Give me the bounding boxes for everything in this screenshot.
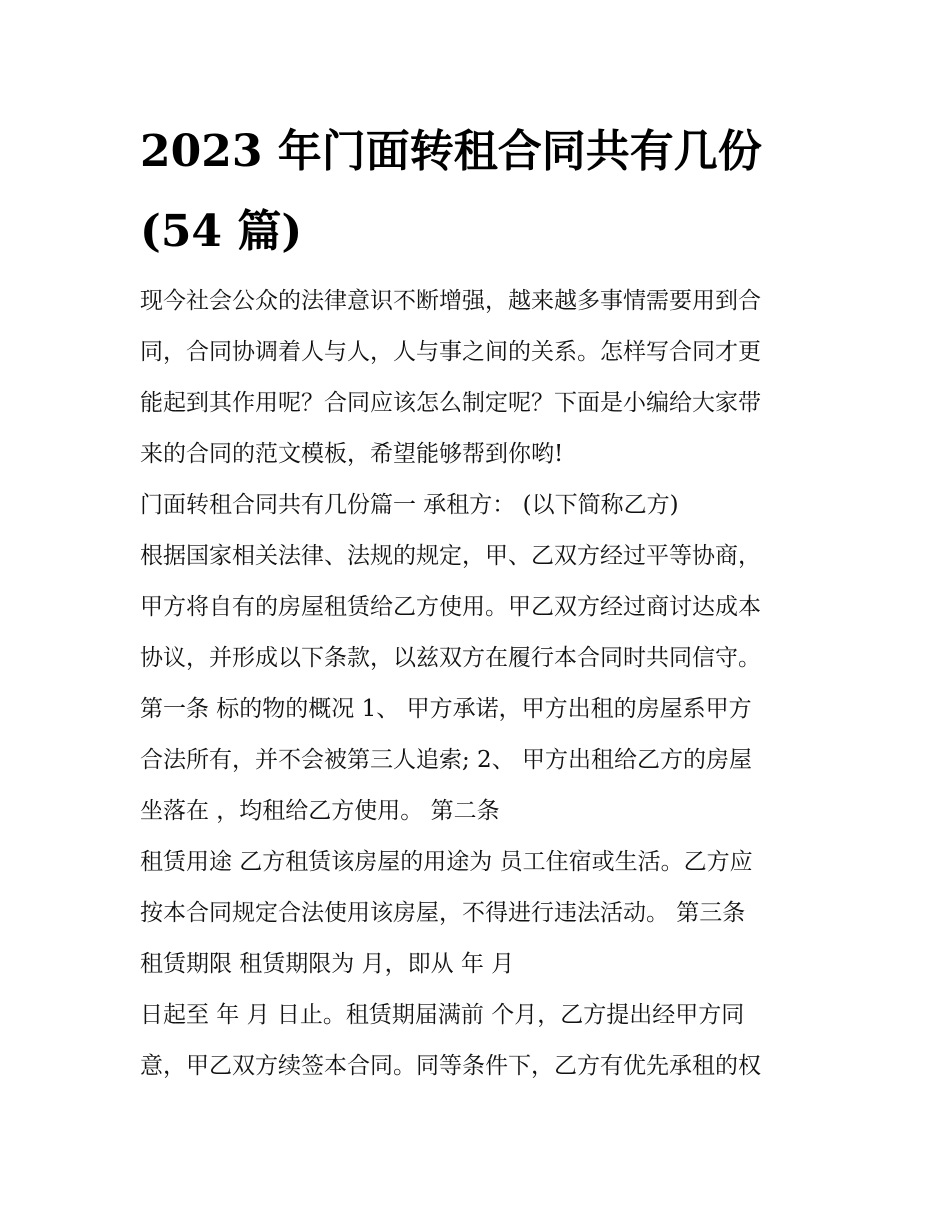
title-line-1: 2023 年门面转租合同共有几份: [140, 126, 762, 177]
body-line: 按本合同规定合法使用该房屋，不得进行违法活动。 第三条: [140, 900, 746, 926]
body-line: 现今社会公众的法律意识不断增强，越来越多事情需要用到合: [140, 288, 761, 314]
document-body: [140, 276, 820, 1092]
body-line: 甲方将自有的房屋租赁给乙方使用。甲乙双方经过商讨达成本: [140, 594, 761, 620]
body-line: 合法所有，并不会被第三人追索; 2、 甲方出租给乙方的房屋: [140, 747, 753, 773]
title-line-2: (54 篇): [140, 206, 303, 257]
body-line: 根据国家相关法律、法规的规定，甲、乙双方经过平等协商，: [140, 543, 761, 569]
document-title: [140, 112, 820, 272]
body-line: 坐落在 ，均租给乙方使用。 第二条: [140, 798, 500, 824]
body-line: 来的合同的范文模板，希望能够帮到你哟!: [140, 441, 564, 467]
body-line: 能起到其作用呢？合同应该怎么制定呢？下面是小编给大家带: [140, 390, 761, 416]
body-line: 租赁用途 乙方租赁该房屋的用途为 员工住宿或生活。乙方应: [140, 849, 753, 875]
body-line: 意，甲乙双方续签本合同。同等条件下，乙方有优先承租的权: [140, 1053, 761, 1079]
body-line: 第一条 标的物的概况 1、 甲方承诺，甲方出租的房屋系甲方: [140, 696, 752, 722]
body-line: 同，合同协调着人与人，人与事之间的关系。怎样写合同才更: [140, 339, 761, 365]
body-line: 日起至 年 月 日止。租赁期届满前 个月，乙方提出经甲方同: [140, 1002, 745, 1028]
body-line: 门面转租合同共有几份篇一 承租方： (以下简称乙方): [140, 492, 679, 518]
body-line: 租赁期限 租赁期限为 月，即从 年 月: [140, 951, 515, 977]
body-line: 协议，并形成以下条款，以兹双方在履行本合同时共同信守。: [140, 645, 761, 671]
